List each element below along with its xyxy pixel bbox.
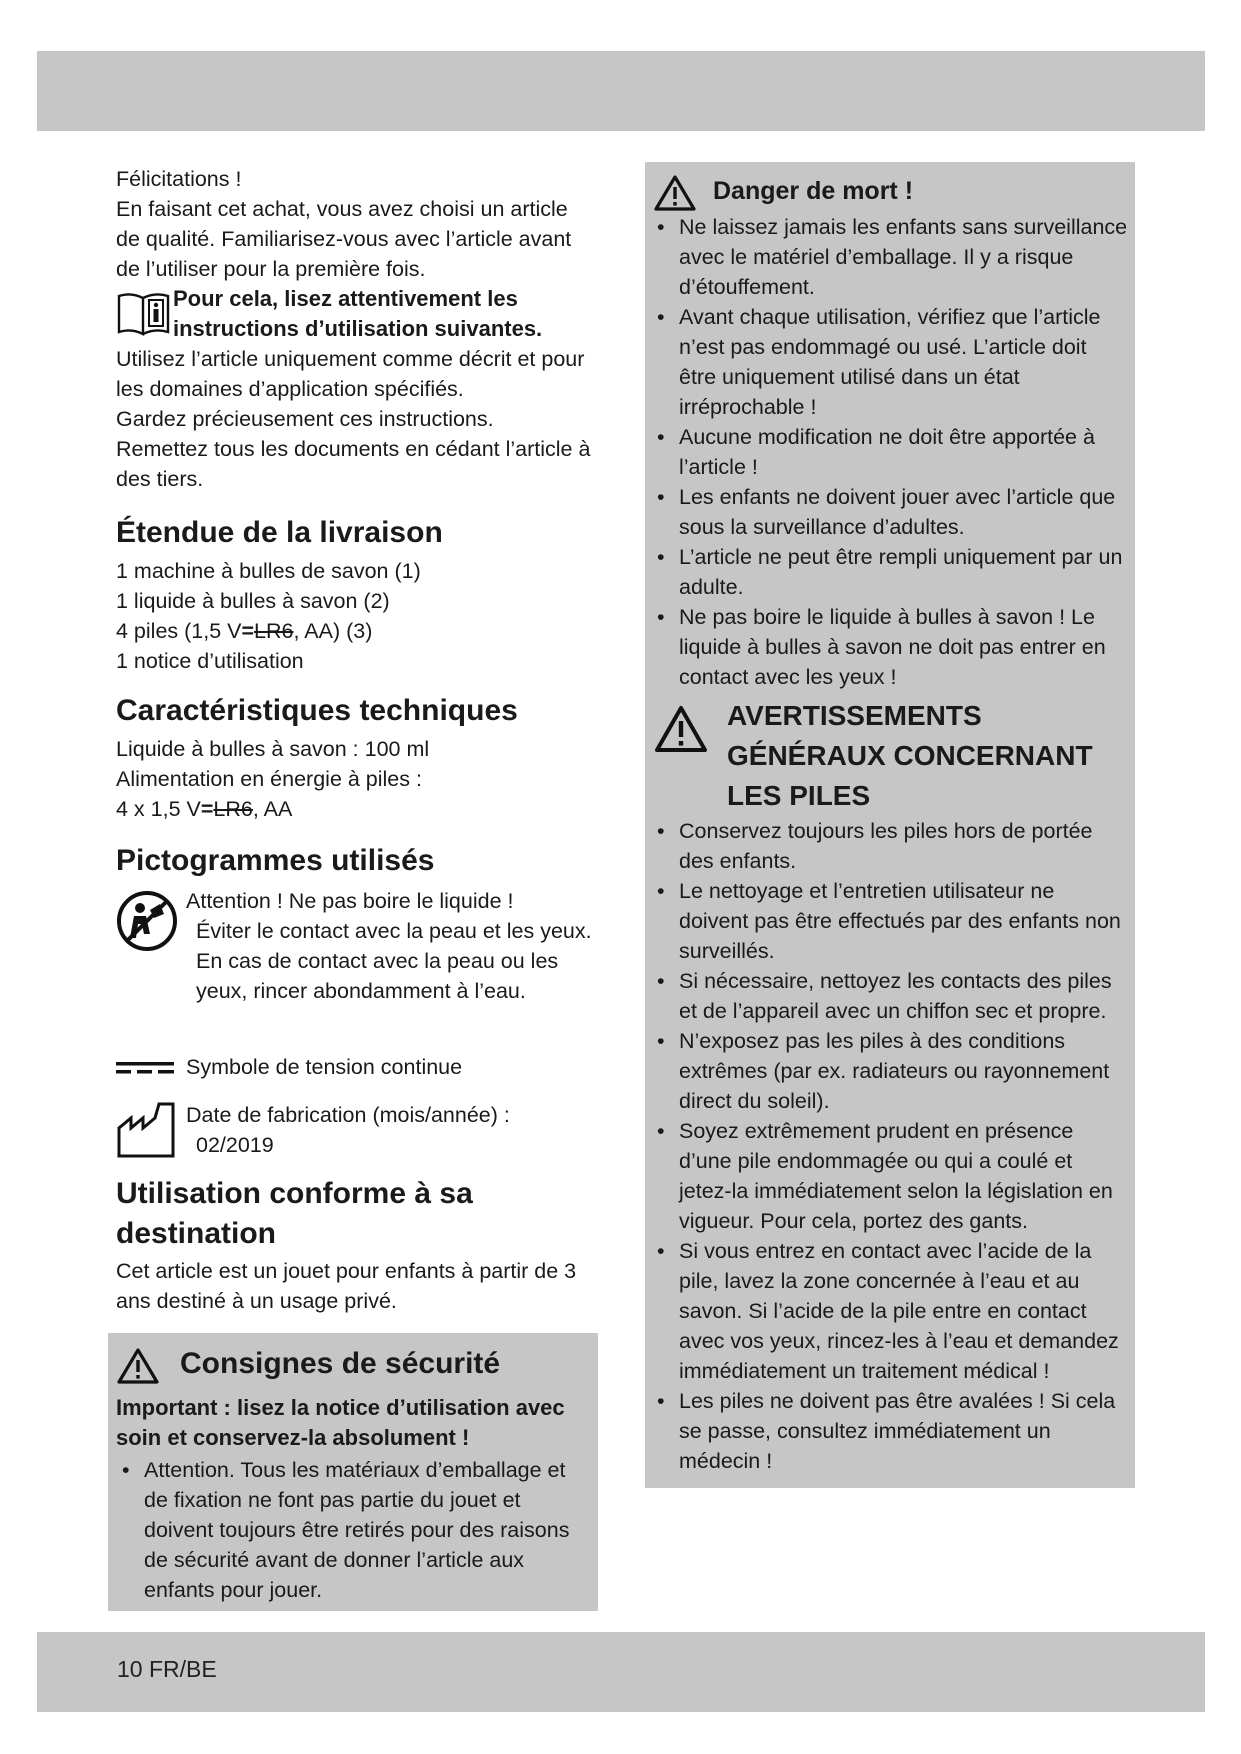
manufacture-date-icon [116,1102,176,1160]
danger-bullet: • L’article ne peut être rempli uniquement par un adulte. [651,542,1129,602]
safety-header [116,1343,590,1387]
danger-bullet: • Avant chaque utilisation, vérifiez que l’article n’est pas endommagé ou usé. L’article doit être uniquement utilisé dans un état irréprochable ! [651,302,1129,422]
dc-symbol-inline: = [241,619,255,643]
danger-title: Danger de mort ! [713,177,914,205]
pictogram-warning-text: Éviter le contact avec la peau et les yeux. En cas de contact avec la peau ou les yeux, rincer abondamment à l’eau. [196,919,592,1003]
specs-title: Caractéristiques techniques [116,694,518,727]
left-column [116,164,594,1316]
battery-warnings-list [651,816,1129,1476]
battery-bullet: • Si nécessaire, nettoyez les contacts des piles et de l’appareil avec un chiffon sec et propre. [651,966,1129,1026]
warning-triangle-icon [116,1347,160,1385]
page-number: 10 FR/BE [117,1656,217,1682]
safety-bullet: • Attention. Tous les matériaux d’emballage et de fixation ne font pas partie du jouet et doivent toujours être retirés pour des raisons de sécurité avant de donner l’article aux enfants pour jouer. [116,1455,580,1605]
spec-liquid: Liquide à bulles à savon : 100 ml [116,737,430,761]
pictograms-title: Pictogrammes utilisés [116,844,435,877]
danger-bullet: • Ne pas boire le liquide à bulles à savon ! Le liquide à bulles à savon ne doit pas entrer en contact avec les yeux ! [651,602,1129,692]
battery-type: LR6 [213,797,253,821]
battery-bullet: • Les piles ne doivent pas être avalées ! Si cela se passe, consultez immédiatement un médecin ! [651,1386,1129,1476]
battery-bullet: • Soyez extrêmement prudent en présence d’une pile endommagée ou qui a coulé et jetez-la immédiatement selon la législation en vigueur. Pour cela, portez des gants. [651,1116,1129,1236]
delivery-item-suffix: , AA) (3) [293,619,373,643]
danger-box [645,162,1135,1488]
danger-bullet: • Les enfants ne doivent jouer avec l’article que sous la surveillance d’adultes. [651,482,1129,542]
battery-warnings-title: AVERTISSEMENTS GÉNÉRAUX CONCERNANT LES PILES [727,700,1093,811]
battery-bullet: • Si vous entrez en contact avec l’acide de la pile, lavez la zone concernée à l’eau et au savon. Si l’acide de la pile entre en contact avec vos yeux, rincez-les à l’eau et demandez immédiatement un traitement médical ! [651,1236,1129,1386]
battery-type: LR6 [254,619,294,643]
delivery-item: 1 liquide à bulles à savon (2) [116,589,390,613]
pictogram-warning-row [116,886,594,1042]
danger-header [651,170,1129,212]
spec-battery [116,794,594,824]
delivery-title: Étendue de la livraison [116,516,443,549]
no-drinking-icon [116,890,178,952]
safety-important: Important : lisez la notice d’utilisation avec soin et conservez-la absolument ! [116,1395,565,1450]
dc-voltage-icon [116,1060,174,1076]
keep-instructions: Gardez précieusement ces instructions. [116,407,494,431]
safety-list [116,1455,590,1605]
spec-battery-text: 4 x 1,5 V [116,797,201,821]
safety-title: Consignes de sécurité [180,1347,501,1380]
pictogram-dc-row [116,1052,594,1092]
intro-paragraph: En faisant cet achat, vous avez choisi un article de qualité. Familiarisez-vous avec l’article avant de l’utiliser pour la première fois. [116,197,572,281]
spec-power: Alimentation en énergie à piles : [116,767,422,791]
intended-use-title: Utilisation conforme à sa destination [116,1177,473,1250]
battery-bullet: • Le nettoyage et l’entretien utilisateur ne doivent pas être effectués par des enfants non surveillés. [651,876,1129,966]
info-row [116,284,594,344]
pictogram-date-row [116,1100,594,1164]
dc-symbol-text: Symbole de tension continue [186,1055,463,1079]
warning-triangle-icon [653,174,697,212]
info-instruction: Pour cela, lisez attentivement les instructions d’utilisation suivantes. [173,286,543,341]
danger-list [651,212,1129,692]
delivery-item: 1 machine à bulles de savon (1) [116,559,421,583]
header-bar [37,51,1205,131]
delivery-item-text: 4 piles (1,5 V [116,619,242,643]
footer-bar [37,1632,1205,1712]
intended-use-text: Cet article est un jouet pour enfants à partir de 3 ans destiné à un usage privé. [116,1259,577,1313]
safety-box [108,1333,598,1611]
date-value: 02/2019 [196,1133,274,1157]
danger-bullet: • Aucune modification ne doit être apportée à l’article ! [651,422,1129,482]
dc-symbol-inline: = [200,797,214,821]
usage-paragraph: Utilisez l’article uniquement comme décrit et pour les domaines d’application spécifiés. [116,347,585,401]
battery-warnings-header [651,696,1129,816]
third-party-paragraph: Remettez tous les documents en cédant l’article à des tiers. [116,437,591,491]
spec-battery-suffix: , AA [252,797,293,821]
danger-bullet: • Ne laissez jamais les enfants sans surveillance avec le matériel d’emballage. Il y a risque d’étouffement. [651,212,1129,302]
warning-triangle-icon [653,704,709,754]
read-manual-icon [116,288,172,338]
date-label: Date de fabrication (mois/année) : [186,1103,510,1127]
battery-bullet: • Conservez toujours les piles hors de portée des enfants. [651,816,1129,876]
battery-bullet: • N’exposez pas les piles à des conditions extrêmes (par ex. radiateurs ou rayonnement direct du soleil). [651,1026,1129,1116]
delivery-item: 1 notice d’utilisation [116,649,304,673]
delivery-item [116,616,594,646]
pictogram-warning-first: Attention ! Ne pas boire le liquide ! [186,889,514,913]
greeting: Félicitations ! [116,167,242,191]
